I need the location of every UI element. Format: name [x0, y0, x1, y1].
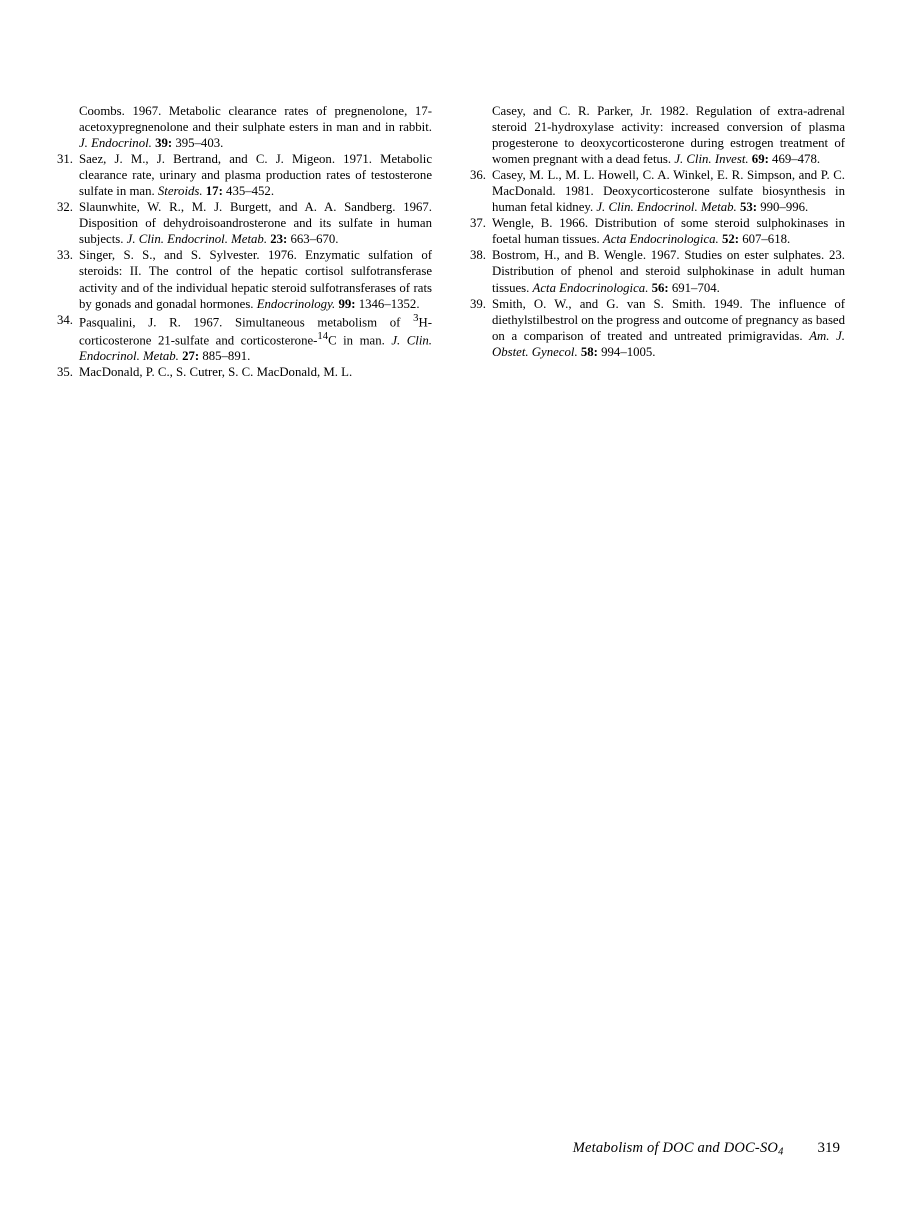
reference-entry — [468, 103, 845, 167]
running-head — [573, 1140, 784, 1156]
reference-number — [468, 103, 492, 167]
running-head-subscript: 4 — [778, 1146, 784, 1158]
references-column-left — [55, 103, 432, 380]
reference-text: Pasqualini, J. R. 1967. Simultaneous metabolism of $^3$H-corticosterone 21-sulfate and corticosterone-$^{14}$C in man. J. Clin. Endocrinol. Metab. 27: 885–891. — [79, 312, 432, 364]
reference-entry — [55, 199, 432, 247]
reference-text: Saez, J. M., J. Bertrand, and C. J. Migeon. 1971. Metabolic clearance rate, urinary and plasma production rates of testosterone sulfate in man. Steroids. 17: 435–452. — [79, 152, 432, 199]
reference-entry — [55, 247, 432, 311]
reference-text: Casey, and C. R. Parker, Jr. 1982. Regulation of extra-adrenal steroid 21-hydroxylase activity: increased conversion of plasma progesterone to deoxycorticosterone during estrogen treatment of women pregnant with a dead fetus. J. Clin. Invest. 69: 469–478. — [492, 104, 845, 167]
reference-entry — [55, 103, 432, 151]
reference-entry — [55, 364, 432, 380]
reference-entry — [468, 296, 845, 360]
reference-number: 33. — [57, 248, 73, 263]
page-footer — [0, 1140, 898, 1158]
reference-entry — [55, 312, 432, 365]
reference-number: 34. — [57, 312, 73, 327]
reference-number — [55, 103, 79, 151]
reference-number: 38. — [470, 248, 486, 263]
reference-text: Bostrom, H., and B. Wengle. 1967. Studies on ester sulphates. 23. Distribution of phenol and steroid sulphokinase in adult human tissues. Acta Endocrinologica. 56: 691–704. — [492, 248, 845, 295]
reference-number: 36. — [470, 168, 486, 183]
reference-text: Wengle, B. 1966. Distribution of some steroid sulphokinases in foetal human tissues. Acta Endocrinologica. 52: 607–618. — [492, 216, 845, 247]
reference-text: Coombs. 1967. Metabolic clearance rates of pregnenolone, 17-acetoxypregnenolone and their sulphate esters in man and in rabbit. J. Endocrinol. 39: 395–403. — [79, 104, 432, 151]
reference-entry — [468, 167, 845, 215]
running-head-text: Metabolism of DOC and DOC-SO — [572, 1140, 779, 1156]
reference-number: 35. — [57, 365, 73, 380]
references-area — [55, 103, 845, 380]
reference-entry — [468, 215, 845, 247]
reference-number: 37. — [470, 216, 486, 231]
references-column-right — [468, 103, 845, 380]
reference-number: 31. — [57, 152, 73, 167]
reference-entry — [55, 151, 432, 199]
reference-number: 39. — [470, 296, 486, 311]
reference-text: Smith, O. W., and G. van S. Smith. 1949. The influence of diethylstilbestrol on the progress and outcome of pregnancy as based on a comparison of treated and untreated primigravidas. Am. J. Obstet. Gynecol. 58: 994–1005. — [492, 296, 845, 359]
page-number: 319 — [817, 1140, 840, 1156]
reference-text: Casey, M. L., M. L. Howell, C. A. Winkel, E. R. Simpson, and P. C. MacDonald. 1981. Deoxycorticosterone sulfate biosynthesis in human fetal kidney. J. Clin. Endocrinol. Metab. 53: 990–996. — [492, 168, 845, 215]
reference-number: 32. — [57, 200, 73, 215]
reference-text: MacDonald, P. C., S. Cutrer, S. C. MacDonald, M. L. — [79, 365, 353, 380]
reference-entry — [468, 247, 845, 295]
reference-text: Singer, S. S., and S. Sylvester. 1976. Enzymatic sulfation of steroids: II. The control of the hepatic cortisol sulfotransferase activity and of the individual hepatic steroid sulfotransferases of rats by gonads and gonadal hormones. Endocrinology. 99: 1346–1352. — [79, 248, 432, 311]
reference-text: Slaunwhite, W. R., M. J. Burgett, and A. A. Sandberg. 1967. Disposition of dehydroisoandrosterone and its sulfate in human subjects. J. Clin. Endocrinol. Metab. 23: 663–670. — [79, 200, 432, 247]
